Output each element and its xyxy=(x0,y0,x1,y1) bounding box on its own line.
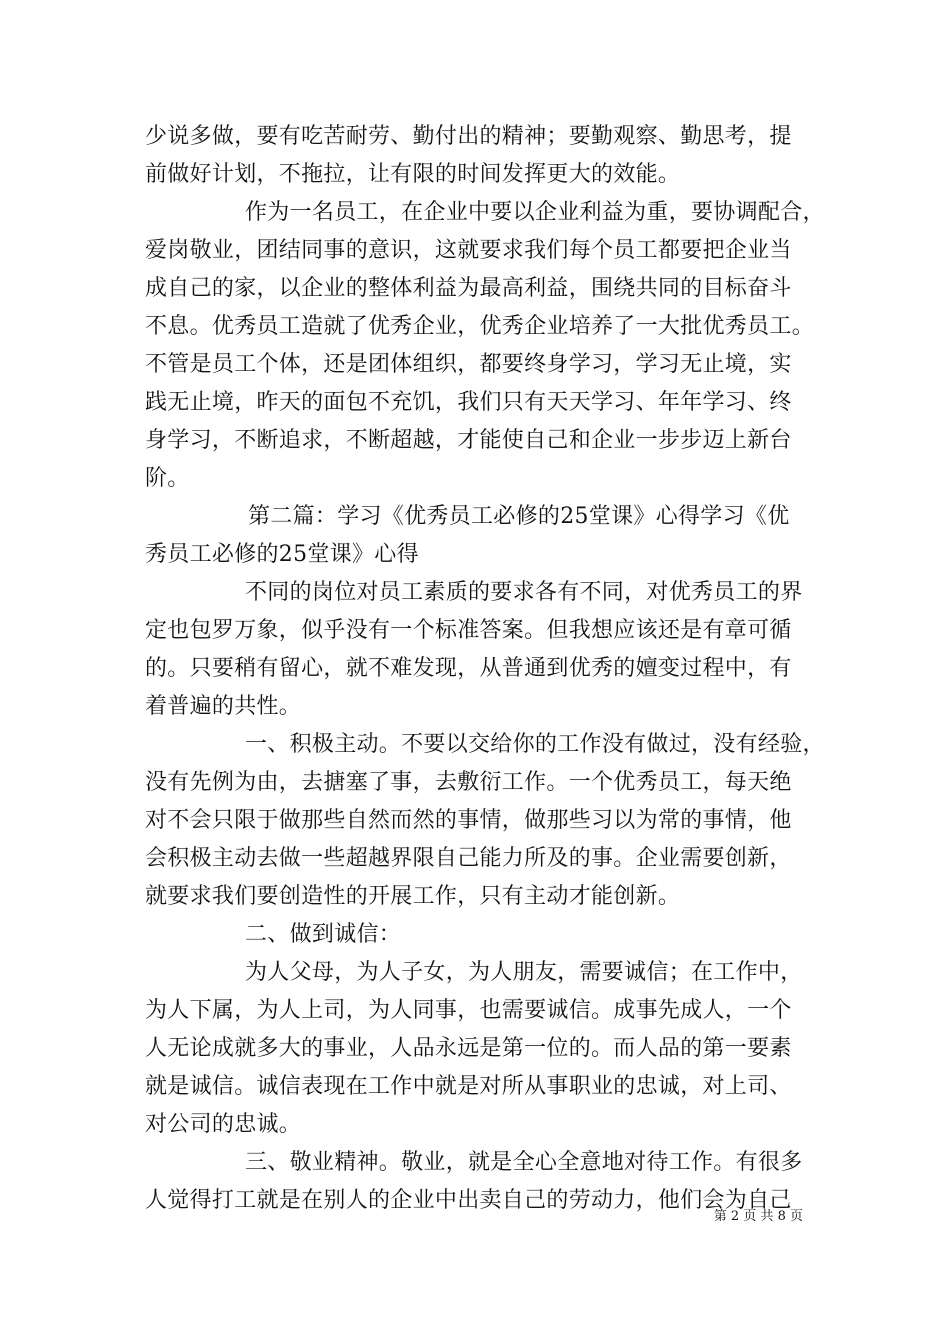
text-line: 为人下属，为人上司，为人同事，也需要诚信。成事先成人，一个 xyxy=(145,998,792,1023)
text-line: 对公司的忠诚。 xyxy=(145,1112,302,1137)
text-line: 会积极主动去做一些超越界限自己能力所及的事。企业需要创新， xyxy=(145,846,792,871)
text-line: 不同的岗位对员工素质的要求各有不同，对优秀员工的界 xyxy=(245,580,803,605)
text-line: 为人父母，为人子女，为人朋友，需要诚信；在工作中， xyxy=(245,960,803,985)
text-line: 就是诚信。诚信表现在工作中就是对所从事职业的忠诚，对上司、 xyxy=(145,1074,792,1099)
section-title: 秀员工必修的25堂课》心得 xyxy=(145,542,419,567)
text-line: 践无止境，昨天的面包不充饥，我们只有天天学习、年年学习、终 xyxy=(145,390,792,415)
text-line: 三、敬业精神。敬业，就是全心全意地对待工作。有很多 xyxy=(245,1150,803,1175)
text-line: 前做好计划，不拖拉，让有限的时间发挥更大的效能。 xyxy=(145,162,681,187)
text-line: 人无论成就多大的事业，人品永远是第一位的。而人品的第一要素 xyxy=(145,1036,792,1061)
text-line: 身学习，不断追求，不断超越，才能使自己和企业一步步迈上新台 xyxy=(145,428,792,453)
text-line: 阶。 xyxy=(145,466,190,491)
text-line: 没有先例为由，去搪塞了事，去敷衍工作。一个优秀员工，每天绝 xyxy=(145,770,792,795)
text-line: 着普遍的共性。 xyxy=(145,694,302,719)
text-line: 一、积极主动。不要以交给你的工作没有做过，没有经验， xyxy=(245,732,825,757)
text-line: 的。只要稍有留心，就不难发现，从普通到优秀的嬗变过程中，有 xyxy=(145,656,792,681)
text-line: 少说多做，要有吃苦耐劳、勤付出的精神；要勤观察、勤思考，提 xyxy=(145,124,792,149)
text-line: 二、做到诚信： xyxy=(245,922,402,947)
page-number: 第 2 页 共 8 页 xyxy=(713,1209,803,1224)
text-line: 作为一名员工，在企业中要以企业利益为重，要协调配合， xyxy=(245,200,825,225)
text-line: 不管是员工个体，还是团体组织，都要终身学习，学习无止境，实 xyxy=(145,352,792,377)
text-line: 就要求我们要创造性的开展工作，只有主动才能创新。 xyxy=(145,884,681,909)
text-line: 不息。优秀员工造就了优秀企业，优秀企业培养了一大批优秀员工。 xyxy=(145,314,815,339)
section-title: 第二篇：学习《优秀员工必修的25堂课》心得学习《优 xyxy=(248,504,790,529)
text-line: 定也包罗万象，似乎没有一个标准答案。但我想应该还是有章可循 xyxy=(145,618,792,643)
text-line: 人觉得打工就是在别人的企业中出卖自己的劳动力，他们会为自己 xyxy=(145,1188,792,1213)
text-line: 对不会只限于做那些自然而然的事情，做那些习以为常的事情，他 xyxy=(145,808,792,833)
text-line: 成自己的家，以企业的整体利益为最高利益，围绕共同的目标奋斗 xyxy=(145,276,792,301)
text-line: 爱岗敬业，团结同事的意识，这就要求我们每个员工都要把企业当 xyxy=(145,238,792,263)
